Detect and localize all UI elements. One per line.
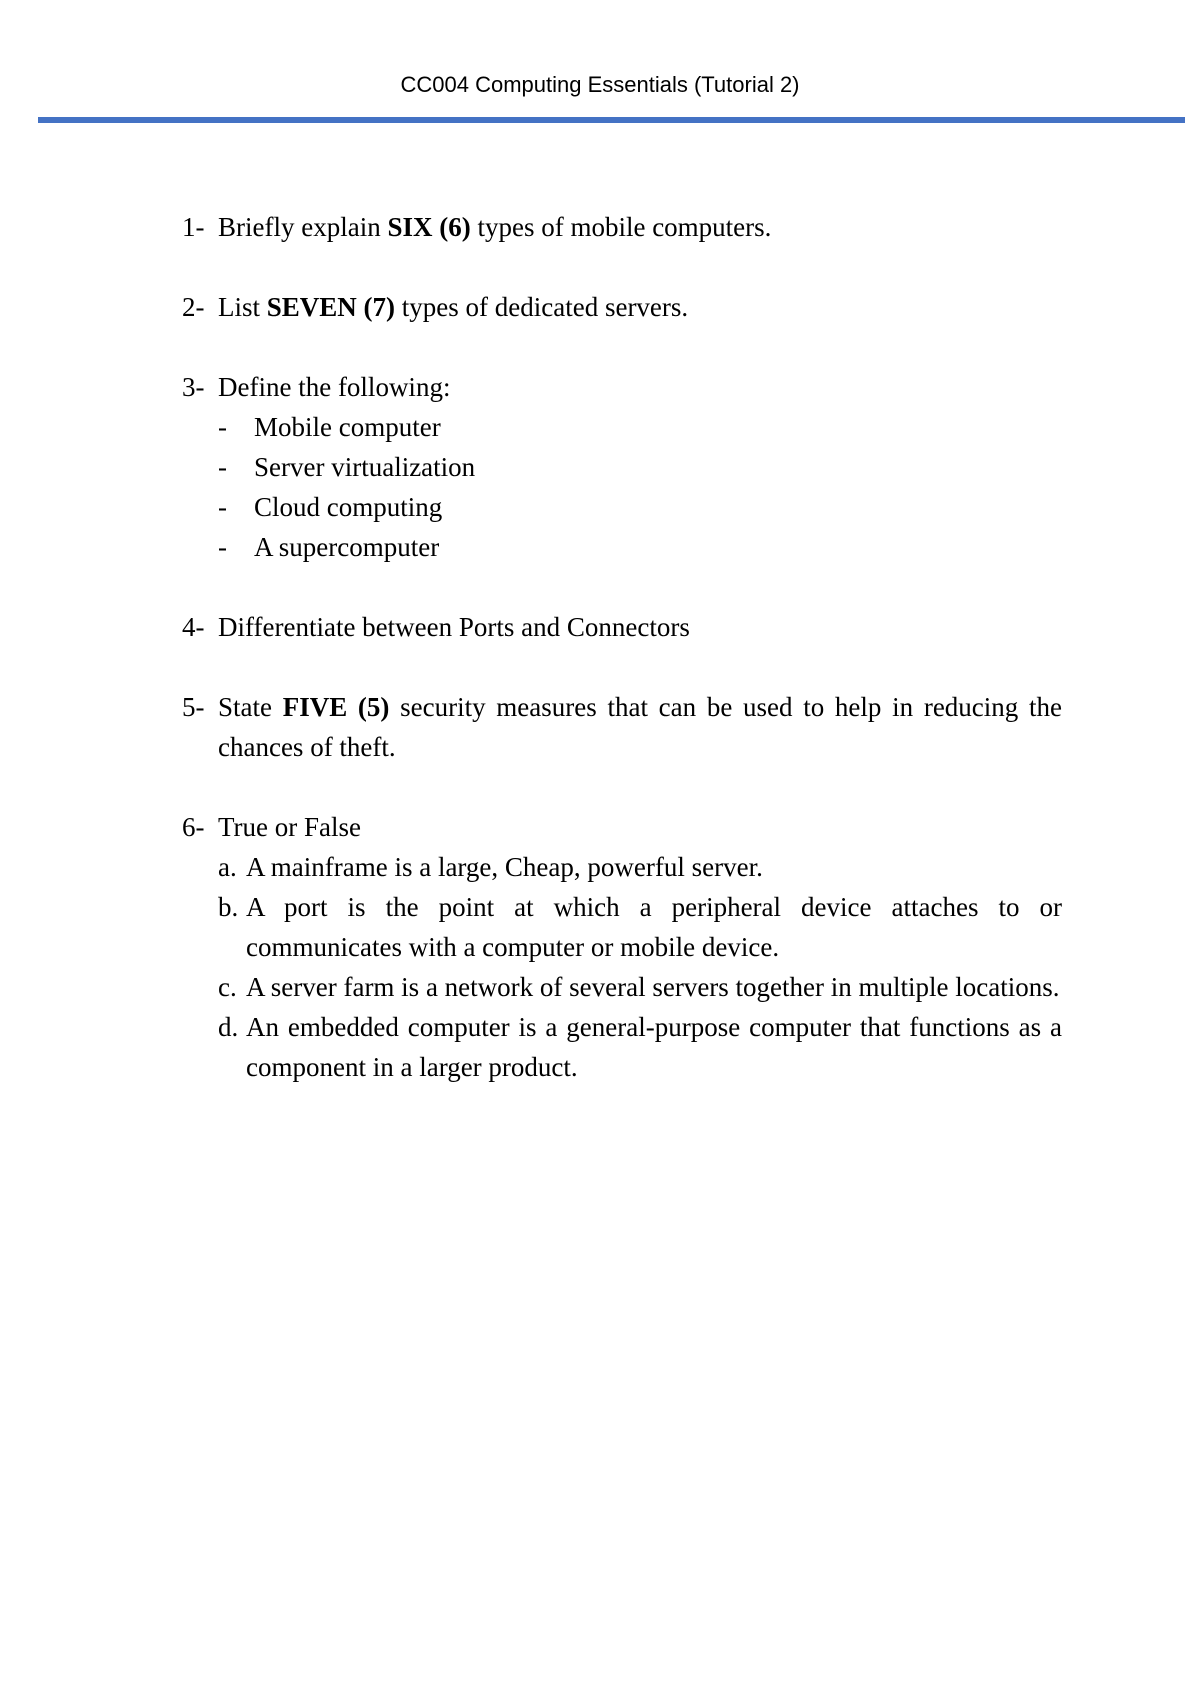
- list-item-text: Mobile computer: [254, 412, 441, 442]
- question-number: 6-: [182, 812, 205, 842]
- item-letter: a.: [218, 852, 237, 882]
- true-false-list: [218, 847, 1062, 1087]
- question-text: [218, 367, 1062, 567]
- question-3: [182, 367, 1062, 567]
- question-prompt: Define the following:: [218, 372, 451, 402]
- dash-bullet: -: [218, 412, 227, 442]
- list-item-text: A server farm is a network of several servers together in multiple locations.: [246, 972, 1060, 1002]
- emphasis: SEVEN (7): [266, 292, 396, 322]
- text-part: Briefly explain: [218, 212, 388, 242]
- text-part: List: [218, 292, 267, 322]
- question-text: [218, 687, 1062, 767]
- list-item-text: An embedded computer is a general-purpose computer that functions as a component in a larger product.: [246, 1012, 1062, 1082]
- list-item: [218, 887, 1062, 967]
- list-item: [218, 847, 1062, 887]
- question-5: [182, 687, 1062, 767]
- question-text: Differentiate between Ports and Connectors: [218, 612, 690, 642]
- header-rule: [38, 117, 1185, 123]
- question-prompt: True or False: [218, 812, 362, 842]
- emphasis: SIX (6): [387, 212, 471, 242]
- list-item: [218, 1007, 1062, 1087]
- definition-list: [218, 407, 1062, 567]
- question-number: 4-: [182, 612, 205, 642]
- question-number: 1-: [182, 212, 205, 242]
- list-item-text: Cloud computing: [254, 492, 443, 522]
- dash-bullet: -: [218, 492, 227, 522]
- question-text: [218, 207, 1062, 247]
- list-item-text: A port is the point at which a peripheral device attaches to or communicates with a computer or mobile device.: [246, 892, 1062, 962]
- question-number: 5-: [182, 692, 205, 722]
- list-item: [218, 407, 1062, 447]
- question-number: 3-: [182, 372, 205, 402]
- item-letter: b.: [218, 892, 239, 922]
- dash-bullet: -: [218, 532, 227, 562]
- list-item-text: A supercomputer: [254, 532, 440, 562]
- tutorial-questions: [182, 207, 1062, 1127]
- emphasis: FIVE (5): [282, 692, 390, 722]
- text-part: types of mobile computers.: [470, 212, 772, 242]
- question-text: [218, 287, 1062, 327]
- text-part: security measures that can be used to help in reducing the chances of theft.: [218, 692, 1062, 762]
- list-item: [218, 527, 1062, 567]
- question-1: [182, 207, 1062, 247]
- item-letter: d.: [218, 1012, 239, 1042]
- question-text: [218, 807, 1062, 1087]
- list-item-text: A mainframe is a large, Cheap, powerful server.: [246, 852, 763, 882]
- question-number: 2-: [182, 292, 205, 322]
- list-item: [218, 447, 1062, 487]
- question-2: [182, 287, 1062, 327]
- text-part: State: [218, 692, 283, 722]
- item-letter: c.: [218, 972, 237, 1002]
- list-item: [218, 967, 1062, 1007]
- text-part: types of dedicated servers.: [395, 292, 689, 322]
- list-item: [218, 487, 1062, 527]
- question-4: [182, 607, 1062, 647]
- dash-bullet: -: [218, 452, 227, 482]
- question-6: [182, 807, 1062, 1087]
- page-header: CC004 Computing Essentials (Tutorial 2): [400, 72, 800, 97]
- list-item-text: Server virtualization: [254, 452, 476, 482]
